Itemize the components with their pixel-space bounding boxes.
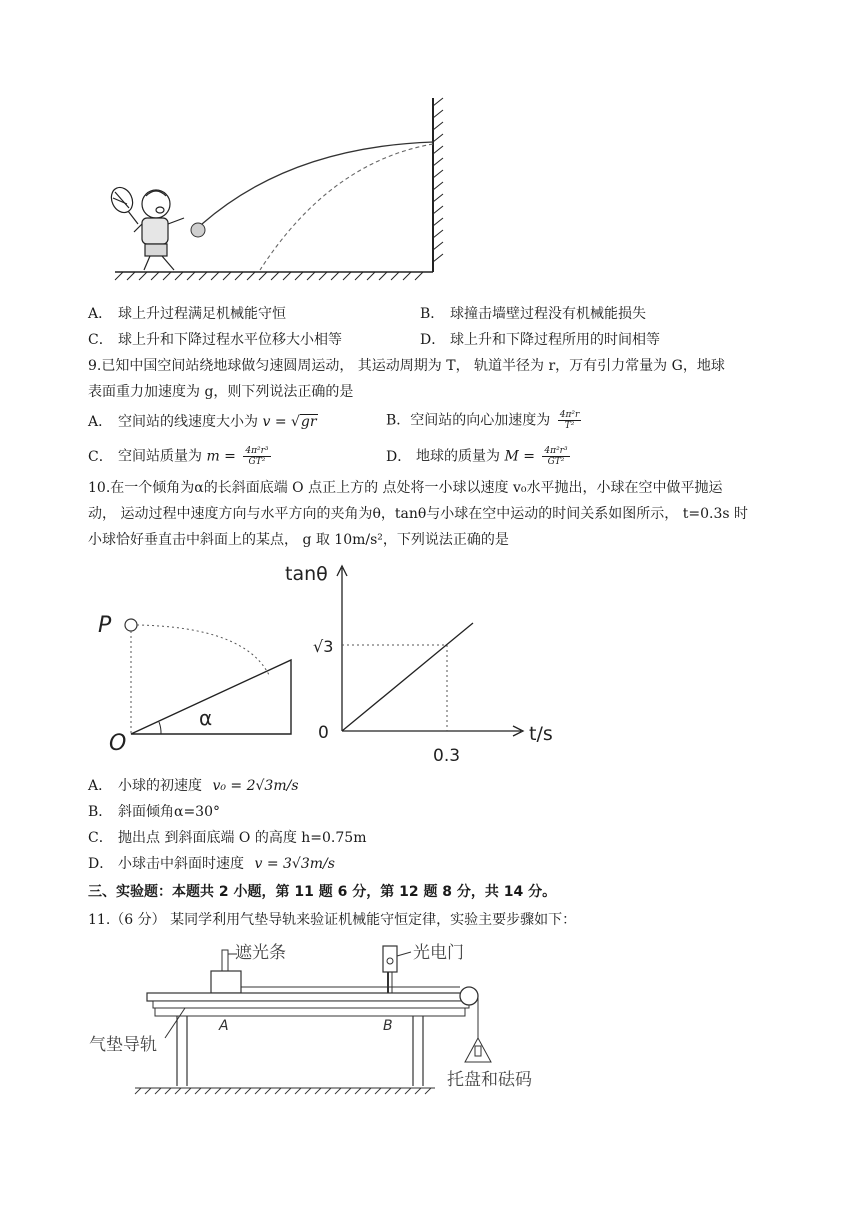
q10-stem-line3: 小球恰好垂直击中斜面上的某点， g 取 10m/s²，下列说法正确的是: [88, 532, 509, 548]
option-text: 抛出点 到斜面底端 O 的高度 h=0.75m: [118, 830, 367, 846]
q8-option-b: [420, 304, 646, 324]
y-axis-label: tanθ: [285, 563, 328, 585]
option-label: A．: [88, 414, 113, 430]
option-text: 球上升和下降过程所用的时间相等: [450, 332, 660, 348]
q10-option-b: [88, 802, 220, 822]
x-tick-label: 0.3: [433, 746, 461, 766]
formula-lhs: M =: [504, 448, 540, 465]
formula: v = 3√3m/s: [254, 856, 335, 872]
option-label: B．: [88, 804, 113, 820]
q10-stem-line2: 动， 运动过程中速度方向与水平方向的夹角为θ，tanθ与小球在空中运动的时间关系如图所示， t=0.3s 时: [88, 506, 749, 522]
q10-incline-figure: [95, 605, 305, 755]
option-label: C．: [88, 448, 113, 465]
ball-icon: [125, 619, 137, 631]
y-tick-label: √3: [313, 637, 334, 656]
option-text: 空间站质量为: [118, 448, 202, 465]
point-p-label: P: [98, 613, 112, 638]
option-text: 小球的初速度: [118, 778, 202, 794]
q10-option-a: [88, 776, 299, 796]
option-text: 空间站的向心加速度为: [410, 412, 551, 429]
formula-lhs: m =: [206, 448, 241, 465]
angle-alpha-label: α: [199, 706, 213, 730]
point-a-label: A: [219, 1018, 229, 1034]
q10-option-d: [88, 854, 335, 874]
option-text: 球上升过程满足机械能守恒: [118, 306, 286, 322]
q10-stem-line1: 10.在一个倾角为α的长斜面底端 O 点正上方的 点处将一小球以速度 v₀水平抛出，小球在空中做平抛运: [88, 480, 723, 496]
option-text: 斜面倾角α=30°: [118, 804, 220, 820]
option-text: 空间站的线速度大小为: [118, 414, 258, 430]
projectile-path: [137, 625, 269, 675]
option-label: C．: [88, 332, 113, 348]
option-text: 球上升和下降过程水平位移大小相等: [118, 332, 342, 348]
q9-stem-line2: 表面重力加速度为 g，则下列说法正确的是: [88, 384, 354, 400]
q9-option-d: [386, 446, 570, 467]
option-text: 小球击中斜面时速度: [118, 856, 244, 872]
q10-tan-graph: [285, 560, 575, 770]
q8-option-a: [88, 304, 286, 324]
fraction: $\frac{\text{4π²r³}}{\text{GT²}}$: [245, 446, 269, 467]
point-b-label: B: [383, 1018, 393, 1034]
formula: v₀ = 2√3m/s: [212, 778, 299, 794]
q9-option-c: [88, 446, 271, 467]
tray-label: 托盘和砝码: [447, 1070, 532, 1090]
option-label: B．: [420, 306, 445, 322]
formula-sqrt: gr: [300, 414, 317, 430]
option-label: A．: [88, 306, 113, 322]
q11-air-track-figure: [89, 938, 555, 1098]
option-label: D．: [420, 332, 446, 348]
option-label: D．: [88, 856, 114, 872]
option-label: D．: [386, 448, 412, 465]
q8-figure: [100, 92, 460, 282]
rail-label: 气垫导轨: [89, 1035, 157, 1055]
option-text: 球撞击墙壁过程没有机械能损失: [450, 306, 646, 322]
q11-stem: 11.（6 分） 某同学利用气垫导轨来验证机械能守恒定律，实验主要步骤如下：: [88, 912, 577, 928]
fraction: $\frac{\text{4π²r³}}{\text{GT²}}$: [544, 446, 568, 467]
origin-label: 0: [318, 723, 329, 743]
slider-block: [211, 971, 241, 993]
point-o-label: O: [109, 731, 127, 756]
option-label: B．: [386, 412, 411, 429]
option-label: C．: [88, 830, 113, 846]
q8-option-c: [88, 330, 342, 350]
q8-option-d: [420, 330, 660, 350]
air-rail: [147, 993, 469, 1001]
q9-stem-line1: 9.已知中国空间站绕地球做匀速圆周运动， 其运动周期为 T， 轨道半径为 r，万有引力常量为 G，地球: [88, 358, 725, 374]
shade-label: 遮光条: [235, 943, 286, 963]
section-title: 三、实验题：本题共 2 小题，第 11 题 6 分，第 12 题 8 分，共 14 分。: [88, 884, 557, 900]
gate-label: 光电门: [413, 943, 464, 963]
option-text: 地球的质量为: [416, 448, 500, 465]
q9-option-a: A． 空间站的线速度大小为 v = √gr: [88, 414, 317, 430]
pulley-icon: [460, 987, 478, 1005]
q9-option-b: [386, 410, 581, 431]
x-axis-label: t/s: [529, 723, 553, 745]
q10-option-c: [88, 828, 366, 848]
option-label: A．: [88, 778, 113, 794]
tan-line: [342, 623, 473, 731]
formula-lhs: v =: [262, 414, 291, 430]
fraction: $\frac{\text{4π²r}}{\text{T²}}$: [559, 410, 580, 431]
